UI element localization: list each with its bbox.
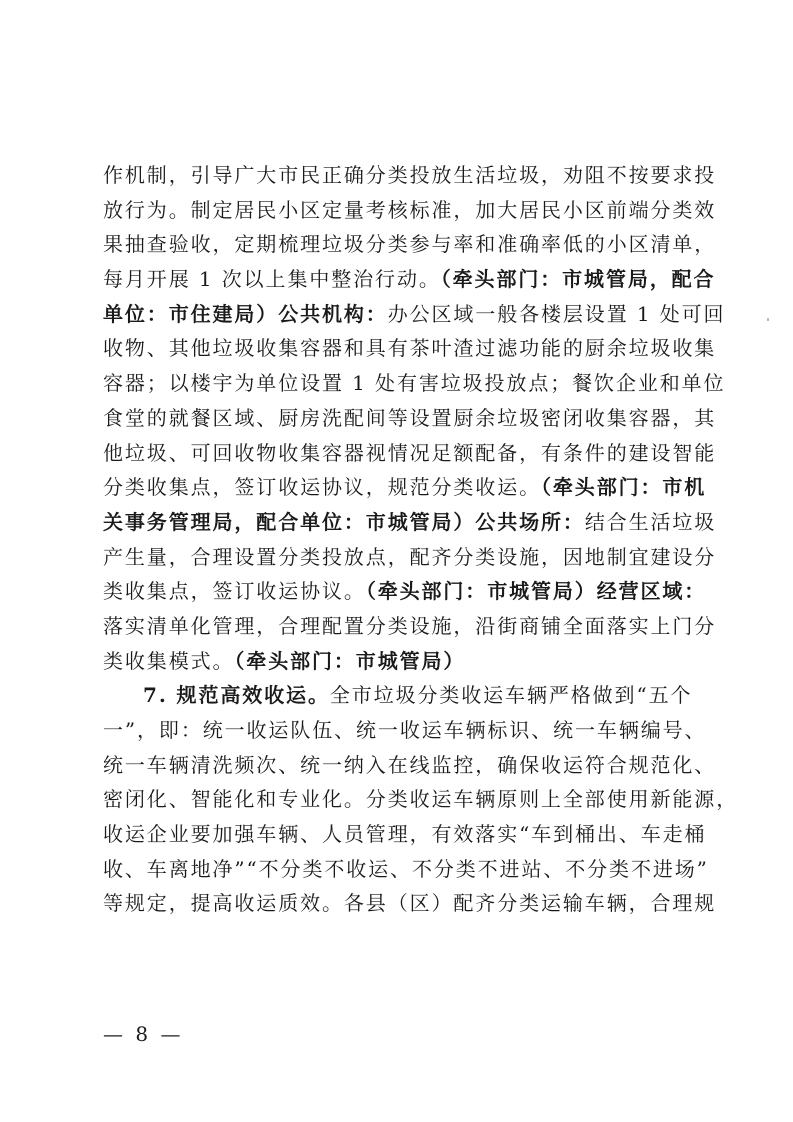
text-line (103, 470, 707, 505)
text-run: 统一车辆清洗频次、统一纳入在线监控，确保收运符合规范化、 (103, 752, 717, 777)
text-line (103, 886, 717, 921)
text-line (103, 193, 717, 228)
bold-text-run: （牵头部门：市机 (541, 475, 707, 500)
text-line (103, 644, 689, 679)
text-run: 每月开展 1 次以上集中整治行动。 (103, 267, 441, 292)
scan-speck (767, 318, 769, 321)
text-run: 收物、其他垃圾收集容器和具有茶叶渣过滤功能的厨余垃圾收集 (103, 336, 717, 361)
text-run: 收运企业要加强车辆、人员管理，有效落实“车到桶出、车走桶 (103, 822, 707, 847)
text-line (103, 297, 726, 332)
text-line (103, 678, 693, 713)
text-line (103, 782, 739, 817)
text-run: 他垃圾、可回收物收集容器视情况足额配备，有条件的建设智能 (103, 440, 717, 465)
bold-text-run: 关事务管理局，配合单位：市城管局）公共场所： (103, 509, 585, 534)
text-run: 全市垃圾分类收运车辆严格做到“五个 (329, 683, 693, 708)
text-run: 等规定，提高收运质效。各县（区）配齐分类运输车辆，合理规 (103, 891, 717, 916)
text-line (103, 609, 717, 644)
text-line (103, 401, 717, 436)
page-number: — 8 — (103, 1022, 184, 1046)
bold-text-run: （牵头部门：市城管局） (234, 648, 466, 673)
text-line (103, 505, 717, 540)
body-text (103, 158, 739, 921)
text-run: 果抽查验收，定期梳理垃圾分类参与率和准确率低的小区清单， (103, 232, 717, 257)
text-run: 类收集模式。 (103, 648, 235, 673)
text-run: 类收集点，签订收运协议。 (103, 579, 366, 604)
text-line (103, 540, 717, 575)
text-run: 收、车离地净”“不分类不收运、不分类不进站、不分类不进场” (103, 856, 709, 881)
text-run: 密闭化、智能化和专业化。分类收运车辆原则上全部使用新能源， (103, 787, 739, 812)
text-run: 分类收集点，签订收运协议，规范分类收运。 (103, 475, 541, 500)
text-run: 产生量，合理设置分类投放点，配齐分类设施，因地制宜建设分 (103, 544, 717, 569)
text-run: 落实清单化管理，合理配置分类设施，沿街商铺全面落实上门分 (103, 613, 717, 638)
bold-text-run: （牵头部门：市城管局）经营区域： (365, 579, 707, 604)
text-run: 作机制，引导广大市民正确分类投放生活垃圾，劝阻不按要求投 (103, 163, 717, 187)
bold-text-run: （牵头部门：市城管局，配合 (440, 267, 716, 292)
text-line (103, 158, 717, 193)
bold-text-run: 7. 规范高效收运。 (143, 683, 330, 708)
text-line (103, 366, 726, 401)
text-line (103, 436, 717, 471)
text-line (103, 852, 709, 887)
text-run: 结合生活垃圾 (584, 509, 717, 534)
text-line (103, 262, 716, 297)
text-line (103, 574, 707, 609)
bold-text-run: 单位：市住建局）公共机构： (103, 301, 388, 326)
text-line (103, 713, 707, 748)
text-run: 办公区域一般各楼层设置 1 处可回 (387, 301, 726, 326)
text-line (103, 817, 707, 852)
text-run: 放行为。制定居民小区定量考核标准，加大居民小区前端分类效 (103, 197, 717, 222)
text-run: 食堂的就餐区域、厨房洗配间等设置厨余垃圾密闭收集容器，其 (103, 405, 717, 430)
text-run: 一”，即：统一收运队伍、统一收运车辆标识、统一车辆编号、 (103, 718, 707, 742)
text-line (103, 227, 717, 262)
text-run: 容器；以楼宇为单位设置 1 处有害垃圾投放点；餐饮企业和单位 (103, 371, 726, 396)
text-line (103, 748, 717, 783)
text-line (103, 331, 717, 366)
